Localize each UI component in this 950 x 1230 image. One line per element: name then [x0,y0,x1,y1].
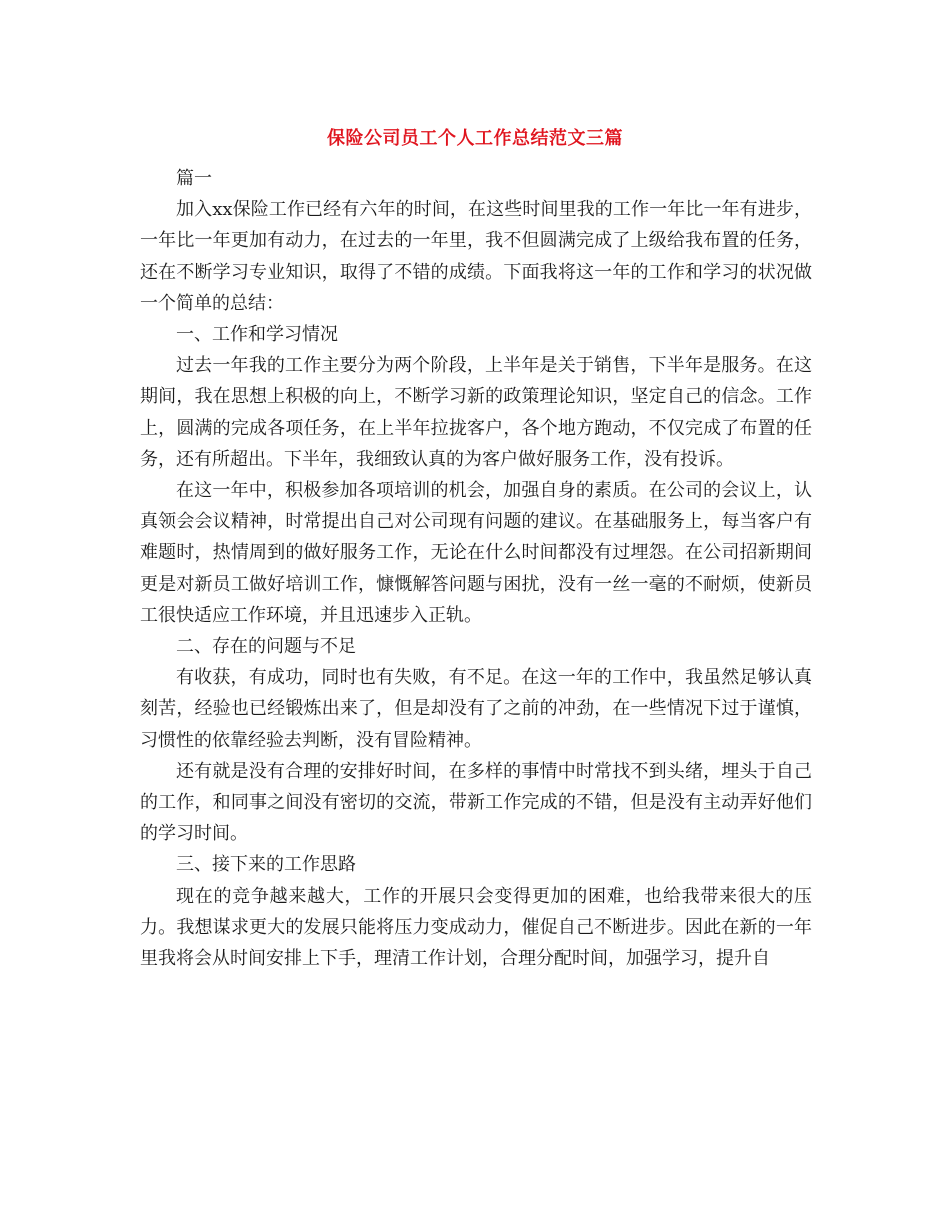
section-label-pian-yi: 篇一 [176,168,212,189]
intro-paragraph: 加入xx保险工作已经有六年的时间，在这些时间里我的工作一年比一年有进步，一年比一年更加有动力，在过去的一年里，我不但圆满完成了上级给我布置的任务，还在不断学习专业知识，取得了不错的成绩。下面我将这一年的工作和学习的状况做一个简单的总结： [140,199,812,314]
document-body [140,163,812,974]
next-steps-paragraph: 现在的竞争越来越大，工作的开展只会变得更加的困难，也给我带来很大的压力。我想谋求更大的发展只能将压力变成动力，催促自己不断进步。因此在新的一年里我将会从时间安排上下手，理清工作计划，合理分配时间，加强学习，提升自 [140,885,812,970]
section-heading-work-study: 一、工作和学习情况 [176,324,338,346]
section-heading-problems: 二、存在的问题与不足 [176,636,356,658]
work-study-paragraph-2: 在这一年中，积极参加各项培训的机会，加强自身的素质。在公司的会议上，认真领会会议精神，时常提出自己对公司现有问题的建议。在基础服务上，每当客户有难题时，热情周到的做好服务工作，无论在什么时间都没有过埋怨。在公司招新期间更是对新员工做好培训工作，慷慨解答问题与困扰，没有一丝一毫的不耐烦，使新员工很快适应工作环境，并且迅速步入正轨。 [140,480,812,626]
problems-paragraph-2: 还有就是没有合理的安排好时间，在多样的事情中时常找不到头绪，埋头于自己的工作，和同事之间没有密切的交流，带新工作完成的不错，但是没有主动弄好他们的学习时间。 [140,760,812,845]
section-heading-next-steps: 三、接下来的工作思路 [176,854,356,876]
work-study-paragraph-1: 过去一年我的工作主要分为两个阶段，上半年是关于销售，下半年是服务。在这期间，我在思想上积极的向上，不断学习新的政策理论知识，坚定自己的信念。工作上，圆满的完成各项任务，在上半年拉拢客户，各个地方跑动，不仅完成了布置的任务，还有所超出。下半年，我细致认真的为客户做好服务工作，没有投诉。 [140,355,812,470]
document-title: 保险公司员工个人工作总结范文三篇 [327,128,623,149]
problems-paragraph-1: 有收获，有成功，同时也有失败，有不足。在这一年的工作中，我虽然足够认真刻苦，经验也已经锻炼出来了，但是却没有了之前的冲劲，在一些情况下过于谨慎，习惯性的依靠经验去判断，没有冒险精神。 [140,667,812,751]
